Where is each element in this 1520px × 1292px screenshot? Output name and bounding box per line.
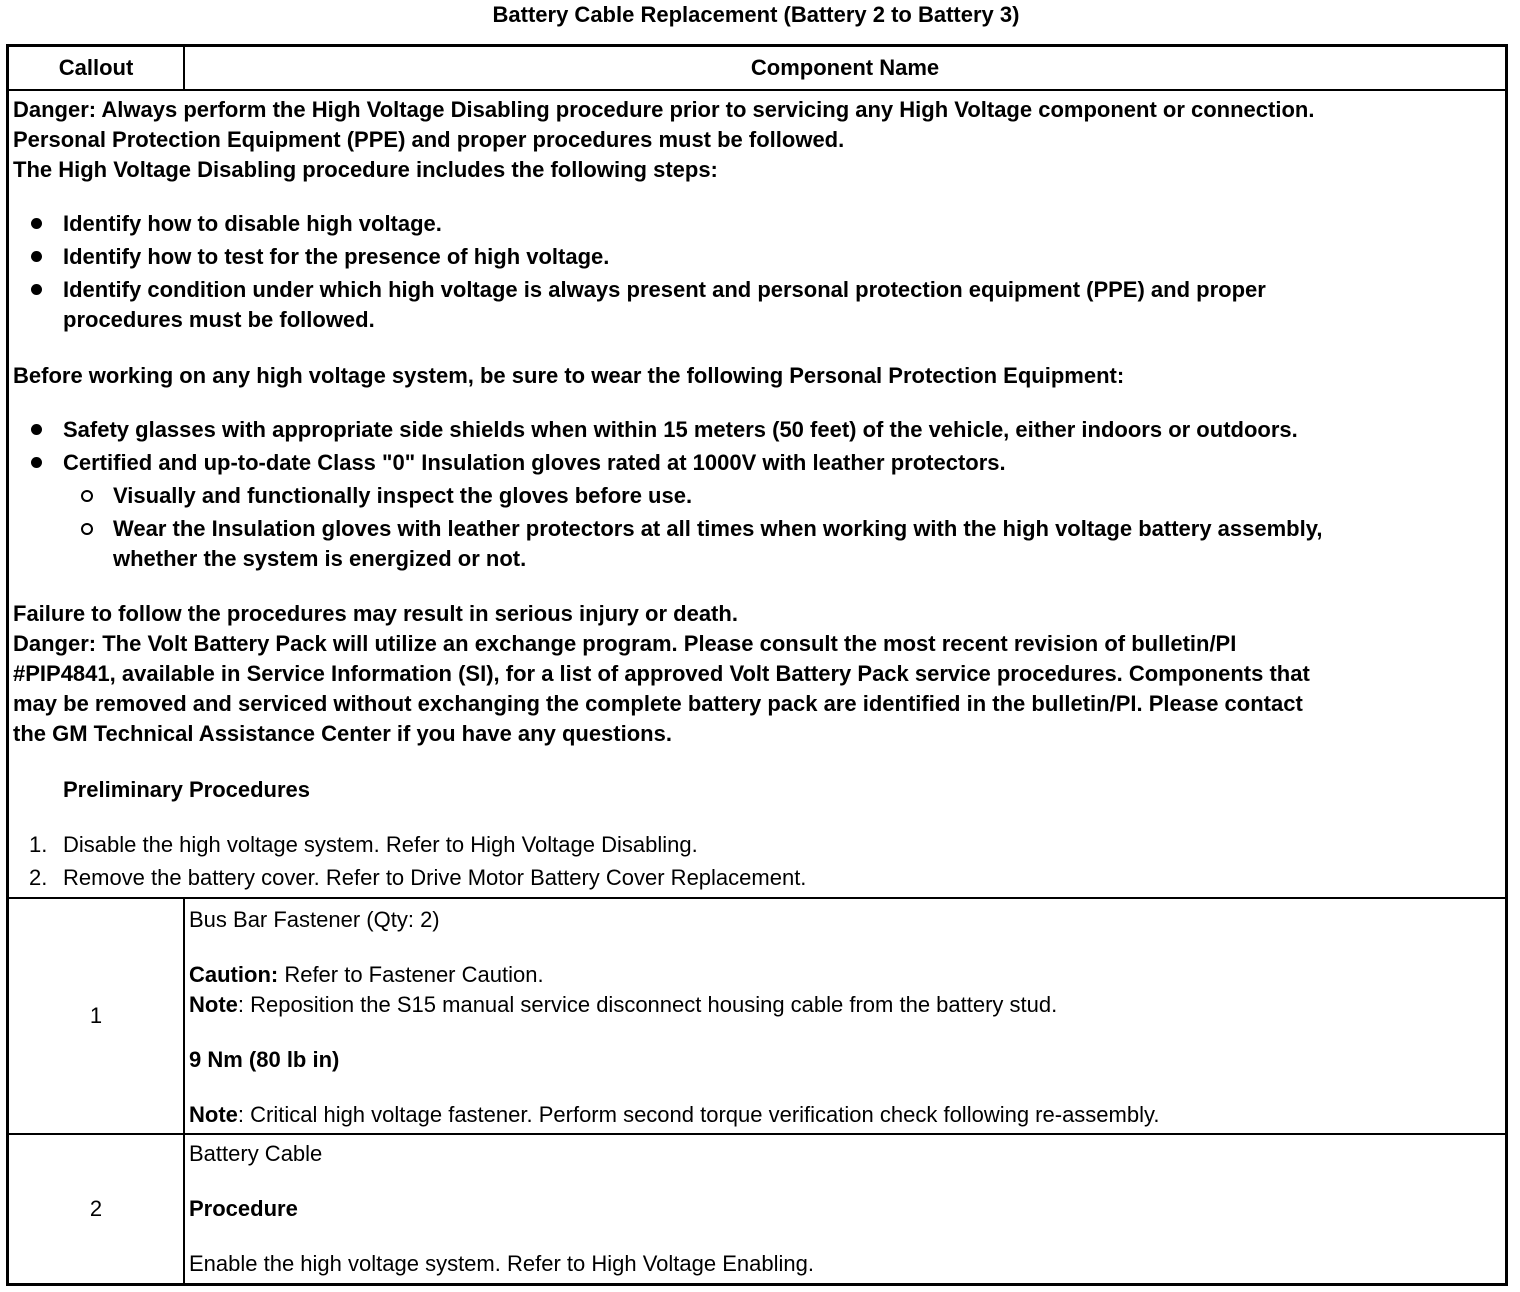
prelim-step: Disable the high voltage system. Refer to High Voltage Disabling. xyxy=(63,832,698,857)
component-name: Bus Bar Fastener (Qty: 2) xyxy=(189,907,440,932)
bullet-icon xyxy=(31,284,42,295)
bullet-icon xyxy=(31,424,42,435)
ppe-item: Certified and up-to-date Class "0" Insulation gloves rated at 1000V with leather protectors. xyxy=(63,450,1006,475)
circle-bullet-icon xyxy=(81,523,93,535)
note-line xyxy=(189,1100,1159,1130)
note-label: Note xyxy=(189,1102,238,1127)
ppe-intro: Before working on any high voltage system, be sure to wear the following Personal Protection Equipment: xyxy=(13,363,1125,388)
prelim-step: Remove the battery cover. Refer to Drive Motor Battery Cover Replacement. xyxy=(63,865,807,890)
danger2-line: #PIP4841, available in Service Information (SI), for a list of approved Volt Battery Pack service procedures. Components that xyxy=(13,661,1310,686)
failure-warning: Failure to follow the procedures may result in serious injury or death. xyxy=(13,601,738,626)
table-row xyxy=(9,1135,1505,1283)
table-row xyxy=(9,899,1505,1135)
prelim-number: 1. xyxy=(29,832,48,857)
component-table xyxy=(6,44,1508,1286)
danger2-line: Danger: The Volt Battery Pack will utilize an exchange program. Please consult the most recent revision of bulletin/PI xyxy=(13,631,1237,656)
note-text: : Reposition the S15 manual service disconnect housing cable from the battery stud. xyxy=(237,992,1058,1017)
caution-line xyxy=(189,960,544,990)
caution-text: Refer to Fastener Caution. xyxy=(278,962,544,987)
step-item: Identify how to disable high voltage. xyxy=(63,211,442,236)
safety-intro xyxy=(9,91,1505,899)
procedure-label: Procedure xyxy=(189,1196,298,1221)
danger2-line: the GM Technical Assistance Center if you have any questions. xyxy=(13,721,672,746)
danger-line-1: Danger: Always perform the High Voltage Disabling procedure prior to servicing any High Voltage component or connection. xyxy=(13,97,1315,122)
bullet-icon xyxy=(31,218,42,229)
note-text: : Critical high voltage fastener. Perform second torque verification check following re-assembly. xyxy=(237,1102,1160,1127)
ppe-item: Safety glasses with appropriate side shields when within 15 meters (50 feet) of the vehicle, either indoors or outdoors. xyxy=(63,417,1298,442)
bullet-icon xyxy=(31,457,42,468)
procedure-step: Enable the high voltage system. Refer to High Voltage Enabling. xyxy=(189,1251,814,1276)
note-label: Note xyxy=(189,992,238,1017)
gloves-item: Visually and functionally inspect the gloves before use. xyxy=(113,483,693,508)
prelim-number: 2. xyxy=(29,865,48,890)
step-item: Identify how to test for the presence of high voltage. xyxy=(63,244,610,269)
preliminary-title: Preliminary Procedures xyxy=(63,777,311,802)
step-item-continued: procedures must be followed. xyxy=(63,307,375,332)
component-name: Battery Cable xyxy=(189,1141,323,1166)
page-title: Battery Cable Replacement (Battery 2 to Battery 3) xyxy=(492,2,1020,27)
bullet-icon xyxy=(31,251,42,262)
note-line xyxy=(189,990,1057,1020)
caution-label: Caution: xyxy=(189,962,279,987)
gloves-item: Wear the Insulation gloves with leather protectors at all times when working with the high voltage battery assembly, xyxy=(113,516,1323,541)
circle-bullet-icon xyxy=(81,490,93,502)
gloves-item-continued: whether the system is energized or not. xyxy=(113,546,527,571)
header-callout: Callout xyxy=(9,47,185,89)
header-component-name: Component Name xyxy=(750,55,940,80)
danger-line-3: The High Voltage Disabling procedure includes the following steps: xyxy=(13,157,718,182)
danger2-line: may be removed and serviced without exchanging the complete battery pack are identified in the bulletin/PI. Please contact xyxy=(13,691,1303,716)
torque-spec: 9 Nm (80 lb in) xyxy=(189,1047,340,1072)
callout-number: 2 xyxy=(9,1135,185,1283)
callout-number: 1 xyxy=(9,899,185,1133)
step-item: Identify condition under which high voltage is always present and personal protection equipment (PPE) and proper xyxy=(63,277,1266,302)
table-header xyxy=(9,47,1505,91)
danger-line-2: Personal Protection Equipment (PPE) and proper procedures must be followed. xyxy=(13,127,845,152)
